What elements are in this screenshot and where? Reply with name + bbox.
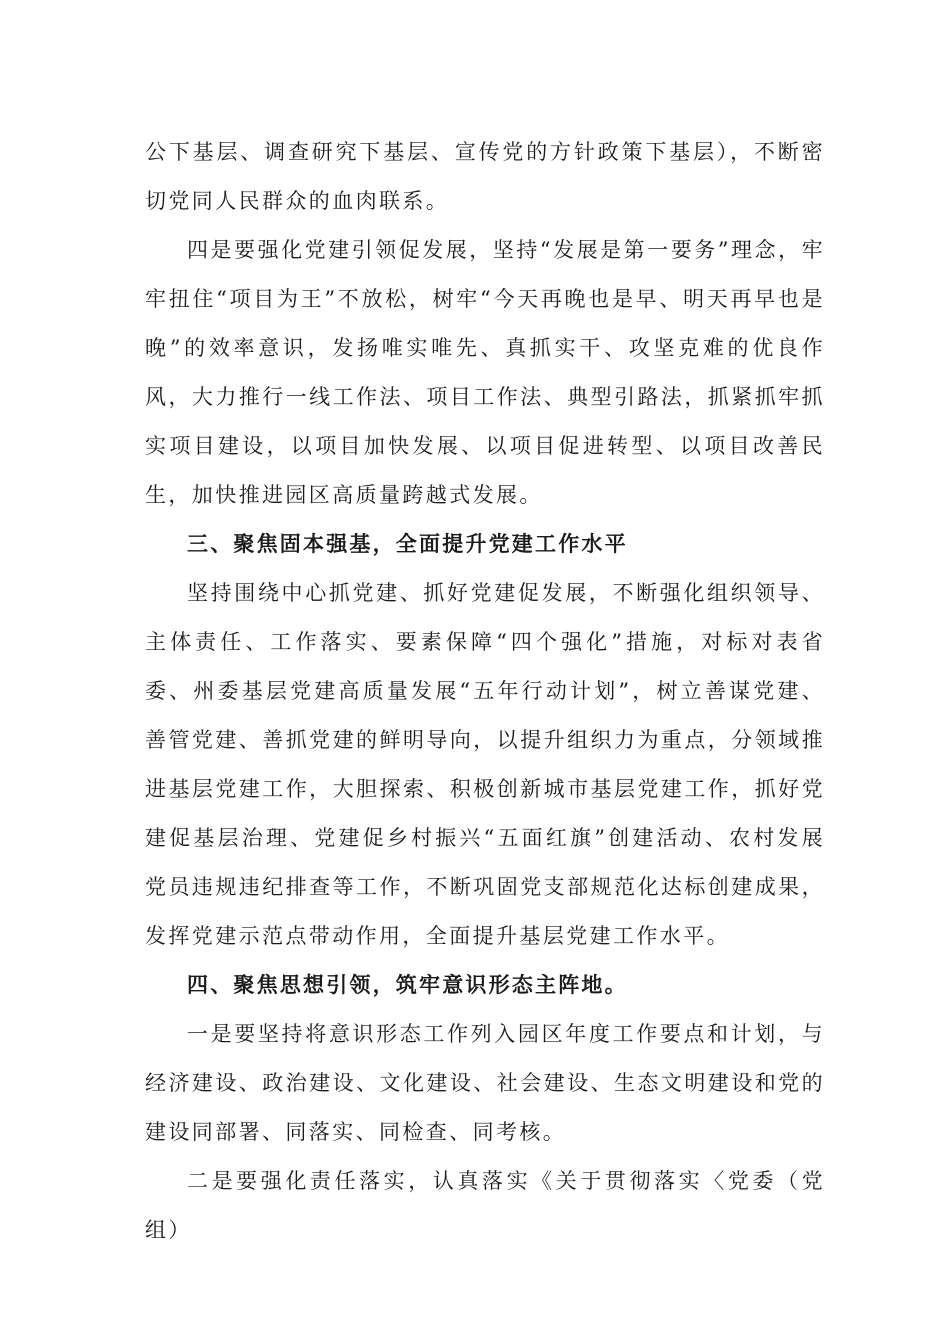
section-heading-4: 四、聚焦思想引领，筑牢意识形态主阵地。 <box>187 973 628 997</box>
paragraph-5: 二是要强化责任落实，认真落实《关于贯彻落实〈党委（党组） <box>145 1169 825 1242</box>
paragraph-4: 一是要坚持将意识形态工作列入园区年度工作要点和计划，与经济建设、政治建设、文化建设、社会建设、生态文明建设和党的建设同部署、同落实、同检查、同考核。 <box>145 1022 825 1144</box>
paragraph-2: 四是要强化党建引领促发展，坚持“发展是第一要务”理念，牢牢扭住“项目为王”不放松，树牢“今天再晚也是早、明天再早也是晚”的效率意识，发扬唯实唯先、真抓实干、攻坚克难的优良作风，大力推行一线工作法、项目工作法、典型引路法，抓紧抓牢抓实项目建设，以项目加快发展、以项目促进转型、以项目改善民生，加快推进园区高质量跨越式发展。 <box>145 238 825 507</box>
paragraph-1: 公下基层、调查研究下基层、宣传党的方针政策下基层），不断密切党同人民群众的血肉联系。 <box>145 140 825 213</box>
section-heading-3: 三、聚焦固本强基，全面提升党建工作水平 <box>187 532 628 556</box>
document-body <box>145 128 825 1255</box>
paragraph-3: 坚持围绕中心抓党建、抓好党建促发展，不断强化组织领导、主体责任、工作落实、要素保障“四个强化”措施，对标对表省委、州委基层党建高质量发展“五年行动计划”，树立善谋党建、善管党建、善抓党建的鲜明导向，以提升组织力为重点，分领域推进基层党建工作，大胆探索、积极创新城市基层党建工作，抓好党建促基层治理、党建促乡村振兴“五面红旗”创建活动、农村发展党员违规违纪排查等工作，不断巩固党支部规范化达标创建成果，发挥党建示范点带动作用，全面提升基层党建工作水平。 <box>145 581 825 948</box>
